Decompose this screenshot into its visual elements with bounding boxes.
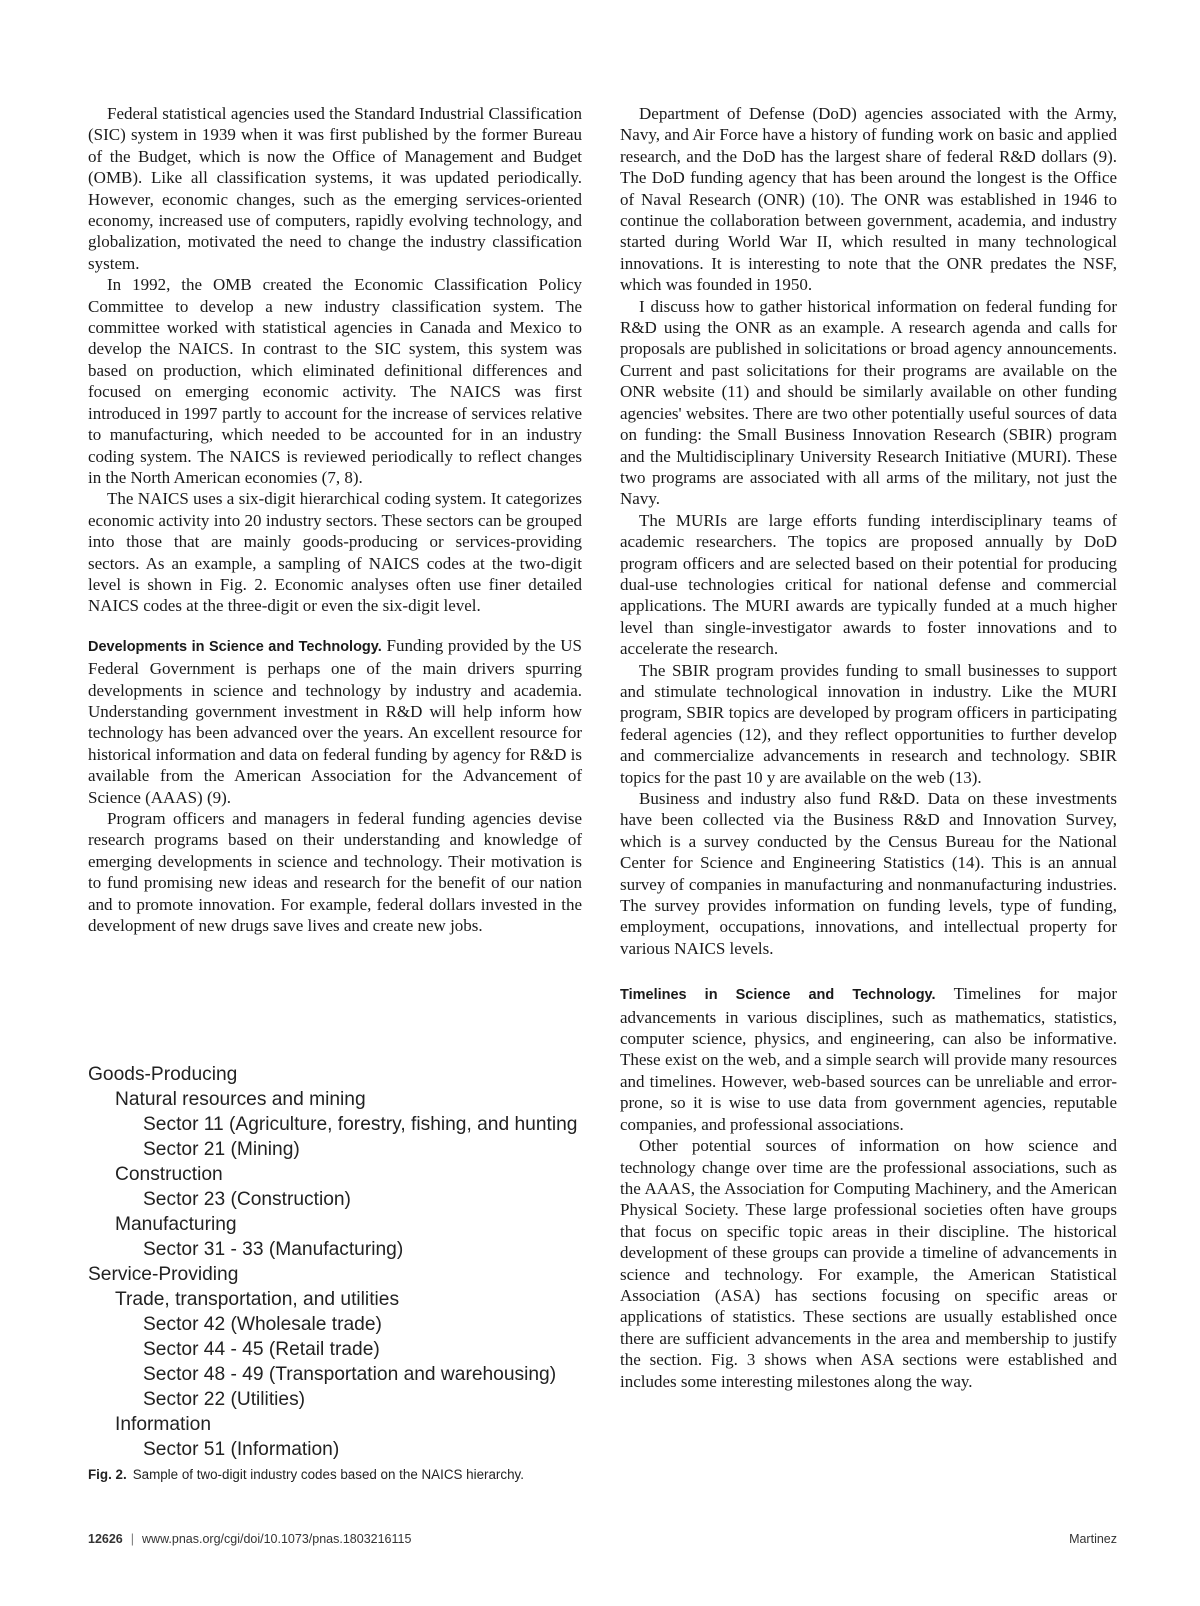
hierarchy-item: Sector 21 (Mining) (143, 1139, 300, 1160)
paragraph-text: Timelines for major advancements in various disciplines, such as mathematics, statistics, computer science, physics, and engineering, can also be informative. These exist on the web, and a simple search will provide many resources and timelines. However, web-based sources can be unreliable and error-prone, so it is wise to use data from government agencies, reputable companies, and professional associations. (620, 984, 1117, 1134)
hierarchy-item: Goods-Producing (88, 1064, 238, 1085)
hierarchy-item: Natural resources and mining (115, 1089, 366, 1110)
hierarchy-item: Sector 51 (Information) (143, 1439, 340, 1460)
hierarchy-item: Manufacturing (115, 1214, 237, 1235)
doi-link[interactable]: www.pnas.org/cgi/doi/10.1073/pnas.1803216115 (142, 1532, 412, 1546)
paragraph: The NAICS uses a six-digit hierarchical coding system. It categorizes economic activity into 20 industry sectors. These sectors can be grouped into those that are mainly goods-producing or services-providing sectors. As an example, a sampling of NAICS codes at the two-digit level is shown in Fig. 2. Economic analyses often use finer detailed NAICS codes at the three-digit or even the six-digit level. (88, 489, 582, 616)
paragraph: The SBIR program provides funding to small businesses to support and stimulate technological innovation in industry. Like the MURI program, SBIR topics are developed by program officers in participating federal agencies (12), and they reflect opportunities to further develop and commercialize advancements in research and technology. SBIR topics for the past 10 y are available on the web (13). (620, 660, 1117, 787)
section-heading: Developments in Science and Technology. (88, 638, 382, 655)
hierarchy-item: Trade, transportation, and utilities (115, 1289, 400, 1310)
right-column (620, 103, 1117, 1392)
figure-label: Fig. 2. (88, 1467, 127, 1482)
paragraph: In 1992, the OMB created the Economic Classification Policy Committee to develop a new industry classification system. The committee worked with statistical agencies in Canada and Mexico to develop the NAICS. In contrast to the SIC system, this system was based on production, which eliminated definitional differences and focused on emerging economic activity. The NAICS was first introduced in 1997 partly to account for the increase of services relative to manufacturing, which needed to be accounted for in an industry coding system. The NAICS is reviewed periodically to reflect changes in the North American economies (7, 8). (88, 275, 582, 487)
page-number: 12626 (88, 1532, 123, 1546)
section-heading: Timelines in Science and Technology. (620, 987, 936, 1004)
section-paragraph (88, 635, 582, 808)
paragraph: Department of Defense (DoD) agencies associated with the Army, Navy, and Air Force have a history of funding work on basic and applied research, and the DoD has the largest share of federal R&D dollars (9). The DoD funding agency that has been around the longest is the Office of Naval Research (ONR) (10). The ONR was established in 1946 to continue the collaboration between government, academia, and industry started during World War II, which resulted in many technological innovations. It is interesting to note that the ONR predates the NSF, which was founded in 1950. (620, 104, 1117, 295)
running-author: Martinez (1069, 1532, 1117, 1546)
page-footer (88, 1532, 1117, 1546)
paragraph: Program officers and managers in federal funding agencies devise research programs based on their understanding and knowledge of emerging developments in science and technology. Their motivation is to fund promising new ideas and research for the benefit of our nation and to promote innovation. For example, federal dollars invested in the development of new drugs save lives and create new jobs. (88, 809, 582, 936)
hierarchy-item: Sector 48 - 49 (Transportation and warehousing) (143, 1364, 557, 1385)
figure-caption (88, 1467, 598, 1482)
hierarchy-item: Sector 31 - 33 (Manufacturing) (143, 1239, 404, 1260)
hierarchy-item: Information (115, 1414, 211, 1435)
paragraph: Other potential sources of information on how science and technology change over time are the professional associations, such as the AAAS, the Association for Computing Machinery, and the American Physical Society. These large professional societies often have groups that focus on specific topic areas in their discipline. The historical development of these groups can provide a timeline of advancements in science and technology. For example, the American Statistical Association (ASA) has sections focusing on specific areas or applications of statistics. These sections are usually established once there are sufficient advancements in the area and membership to justify the section. Fig. 3 shows when ASA sections were established and includes some interesting milestones along the way. (620, 1136, 1117, 1391)
hierarchy-item: Construction (115, 1164, 223, 1185)
paragraph: I discuss how to gather historical information on federal funding for R&D using the ONR as an example. A research agenda and calls for proposals are published in solicitations or broad agency announcements. Current and past solicitations for their programs are available on the ONR website (11) and should be similarly available on other funding agencies' websites. There are two other potentially useful sources of data on funding: the Small Business Innovation Research (SBIR) program and the Multidisciplinary University Research Initiative (MURI). These two programs are associated with all arms of the military, not just the Navy. (620, 296, 1117, 509)
paragraph: The MURIs are large efforts funding interdisciplinary teams of academic researchers. The topics are proposed annually by DoD program officers and are selected based on their potential for producing dual-use technologies critical for national defense and commercial applications. The MURI awards are typically funded at a much higher level than single-investigator awards to foster innovations and to accelerate the research. (620, 510, 1117, 659)
left-column (88, 103, 582, 936)
paragraph-text: Funding provided by the US Federal Government is perhaps one of the main drivers spurring developments in science and technology by industry and academia. Understanding government investment in R&D will help inform how technology has been advanced over the years. An excellent resource for historical information and data on federal funding by agency for R&D is available from the American Association for the Advancement of Science (AAAS) (9). (88, 635, 582, 807)
hierarchy-item: Sector 44 - 45 (Retail trade) (143, 1339, 380, 1360)
section-paragraph (620, 983, 1117, 1135)
hierarchy-item: Sector 42 (Wholesale trade) (143, 1314, 382, 1335)
hierarchy-item: Sector 22 (Utilities) (143, 1389, 306, 1410)
paragraph: Federal statistical agencies used the Standard Industrial Classification (SIC) system in 1939 when it was first published by the former Bureau of the Budget, which is now the Office of Management and Budget (OMB). Like all classification systems, it was updated periodically. However, economic changes, such as the emerging services-oriented economy, increased use of computers, rapidly evolving technology, and globalization, motivated the need to change the industry classification system. (88, 104, 582, 273)
hierarchy-item: Service-Providing (88, 1264, 239, 1285)
paragraph: Business and industry also fund R&D. Data on these investments have been collected via the Business R&D and Innovation Survey, which is a survey conducted by the Census Bureau for the National Center for Science and Engineering Statistics (14). This is an annual survey of companies in manufacturing and nonmanufacturing industries. The survey provides information on funding levels, type of funding, employment, occupations, innovations, and intellectual property for various NAICS levels. (620, 789, 1117, 958)
hierarchy-item: Sector 23 (Construction) (143, 1189, 351, 1210)
hierarchy-item: Sector 11 (Agriculture, forestry, fishing, and hunting (143, 1114, 578, 1135)
figure-naics-hierarchy (88, 1062, 598, 1462)
caption-text: Sample of two-digit industry codes based on the NAICS hierarchy. (132, 1467, 524, 1482)
footer-separator: | (130, 1532, 135, 1546)
